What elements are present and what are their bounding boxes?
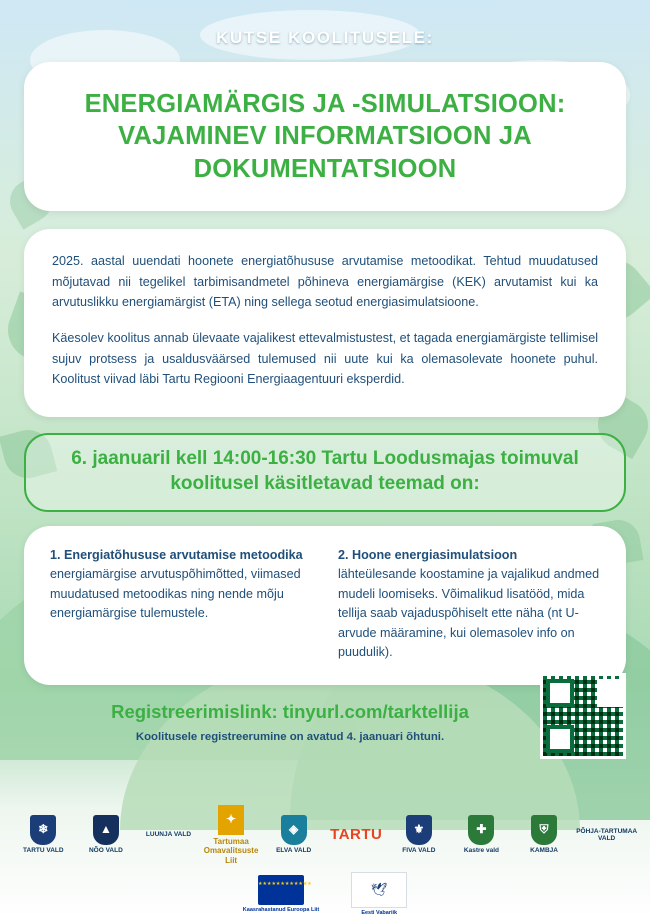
qr-code-icon[interactable] — [540, 673, 626, 759]
logo-tartumaa-liit — [200, 805, 262, 865]
topics-card — [24, 526, 626, 685]
coat-of-arms-icon: ✚ — [468, 815, 494, 845]
topic-item — [50, 546, 312, 663]
topic-item — [338, 546, 600, 663]
logo-label: LUUNJA VALD — [145, 831, 192, 839]
swallow-icon: 🕊 — [351, 872, 407, 908]
logo-label: PÕHJA-TARTUMAA VALD — [576, 827, 638, 842]
intro-card — [24, 229, 626, 417]
partner-logos — [0, 800, 650, 870]
logo-label: FIVA VALD — [402, 847, 436, 855]
logo-tartu-linn — [325, 826, 387, 843]
logo-elva — [388, 815, 450, 854]
topic-body: energiamärgise arvutuspõhimõtted, viimased muudatused metoodikas ning nende mõju energiamärgise tulemustele. — [50, 567, 301, 621]
registration-note: Koolitusele registreerumine on avatud 4. jaanuari õhtuni. — [135, 730, 445, 743]
topic-heading: 1. Energiatõhususe arvutamise metoodika — [50, 548, 303, 563]
logo-label: ELVA VALD — [276, 847, 312, 855]
logo-pohja-tartumaa-vald — [576, 828, 638, 843]
funding-logos — [0, 872, 650, 917]
eu-funding-logo — [243, 875, 319, 914]
topic-heading: 2. Hoone energiasimulatsioon — [338, 548, 518, 563]
topic-body: lähteülesande koostamine ja vajalikud andmed mudeli loomiseks. Võimalikud lisatööd, mida tellija saab vajaduspõhiselt ette näha (nt U-arvude määramine, kui olemasolev info on puudulik). — [338, 567, 600, 660]
coat-of-arms-icon: ❄ — [30, 815, 56, 845]
logo-label: NÕO VALD — [88, 847, 123, 855]
registration-link[interactable]: Registreerimislink: tinyurl.com/tarktellija — [111, 700, 469, 722]
title-card — [24, 62, 626, 211]
coat-of-arms-icon: ⚜ — [406, 815, 432, 845]
eu-funding-caption: Kaasrahastanud Euroopa Liit — [242, 907, 320, 913]
logo-label: Tartumaa Omavalitsuste Liit — [203, 837, 259, 865]
registration-block — [24, 701, 626, 783]
logo-kambja-vald — [513, 815, 575, 854]
logo-kastre-vald — [450, 815, 512, 854]
logo-tartu-vald — [12, 815, 74, 854]
coat-of-arms-icon: ▲ — [93, 815, 119, 845]
estonia-logo — [351, 872, 407, 917]
logo-label: TARTU — [330, 826, 383, 844]
intro-paragraph-2: Käesolev koolitus annab ülevaate vajalikest ettevalmistustest, et tagada energiamärgiste tellimisel sujuv protsess ja usaldusväärsed tulemused nii uute kui ka olemasolevate hoonete puhul. Koolitust viivad läbi Tartu Regiooni Energiaagentuuri eksperdid. — [52, 331, 598, 387]
invitation-kicker: KUTSE KOOLITUSELE: — [216, 28, 434, 47]
estonia-caption: Eesti Vabariik — [361, 910, 398, 916]
logo-label: TARTU VALD — [23, 847, 64, 855]
event-datetime-text: 6. jaanuaril kell 14:00-16:30 Tartu Loodusmajas toimuval koolitusel käsitletavad teemad on: — [71, 448, 579, 494]
page-title: ENERGIAMÄRGIS JA -SIMULATSIOON: VAJAMINEV INFORMATSIOON JA DOKUMENTATSIOON — [84, 90, 566, 183]
intro-paragraph-1: 2025. aastal uuendati hoonete energiatõhususe arvutamise metoodikat. Tehtud muudatused mõjutavad nii tegelikel tarbimisandmetel põhineva energiamärgise (KEK) arvutamist kui ka arvutuslikku energiamärgist (ETA) ning sellega seotud energiasimulatsioone. — [52, 254, 598, 309]
logo-luunja-vald — [137, 831, 199, 838]
sun-icon: ✦ — [218, 805, 244, 835]
logo-label: KAMBJA — [530, 847, 558, 855]
logo-label: Kastre vald — [463, 847, 499, 855]
logo-nogo-vald — [75, 815, 137, 854]
event-details-box — [24, 433, 626, 512]
coat-of-arms-icon: ◈ — [281, 815, 307, 845]
logo-elva-vald — [263, 815, 325, 854]
eu-flag-icon — [258, 875, 304, 905]
coat-of-arms-icon: ⛨ — [531, 815, 557, 845]
